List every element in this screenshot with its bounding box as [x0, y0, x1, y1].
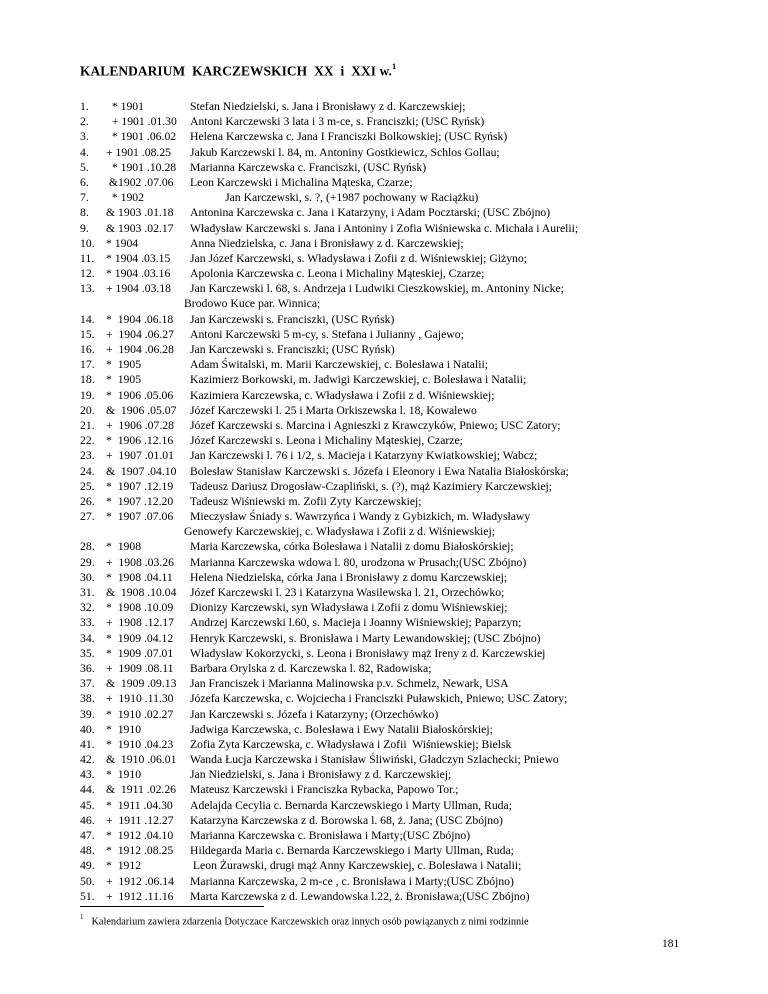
entry-text: Kazimierz Borkowski, m. Jadwigi Karczewskiej, c. Bolesława i Natalii;	[190, 373, 527, 387]
entry-date: * 1905	[106, 373, 142, 387]
entry-text: Jan Józef Karczewski, s. Władysława i Zofii z d. Wiśniewskiej; Giżyno;	[190, 251, 527, 265]
entry-date: * 1911 .04.30	[106, 798, 173, 812]
entry-text: Adam Świtalski, m. Marii Karczewskiej, c. Bolesława i Natalii;	[190, 358, 488, 372]
entry-date: * 1910	[106, 722, 142, 736]
entry-date: + 1904 .03.18	[106, 282, 172, 296]
title-text: KALENDARIUM KARCZEWSKICH XX i XXI w.	[80, 63, 393, 79]
calendar-entry	[80, 388, 720, 403]
calendar-entry	[80, 782, 720, 797]
entry-text: Antoni Karczewski 3 lata i 3 m-ce, s. Franciszki; (USC Ryńsk)	[190, 115, 485, 129]
calendar-entry	[80, 585, 720, 600]
entry-number: 23.	[80, 449, 95, 463]
calendar-entry	[80, 555, 720, 570]
calendar-entry	[80, 874, 720, 889]
entry-text: Marianna Karczewska, 2 m-ce , c. Bronisława i Marty;(USC Zbójno)	[190, 874, 514, 888]
entry-number: 44.	[80, 783, 95, 797]
entry-date: & 1906 .05.07	[106, 403, 177, 417]
entry-text: Władysław Kokorzycki, s. Leona i Bronisławy mąż Ireny z d. Karczewskiej	[190, 646, 546, 660]
entry-text: Józefa Karczewska, c. Wojciecha i Franciszki Puławskich, Pniewo; USC Zatory;	[190, 692, 568, 706]
entry-text: Mieczysław Śniady s. Wawrzyńca i Wandy z Gybizkich, m. Władysławy	[190, 510, 531, 524]
entry-date: & 1910 .06.01	[106, 753, 177, 767]
entry-number: 8.	[80, 206, 89, 220]
entry-date: &1902 .07.06	[106, 175, 174, 189]
entry-number: 30.	[80, 570, 95, 584]
entry-text: Apolonia Karczewska c. Leona i Michaliny Mąteskiej, Czarze;	[190, 267, 485, 281]
entry-date: + 1904 .06.28	[106, 343, 174, 356]
entry-text: Józef Karczewski l. 23 i Katarzyna Wasilewska l. 21, Orzechówko;	[190, 586, 505, 599]
entry-date: * 1910 .02.27	[106, 707, 174, 721]
entry-number: 41.	[80, 737, 95, 751]
entry-number: 16.	[80, 343, 95, 356]
footnote-divider	[80, 906, 264, 907]
entry-text: Andrzej Karczewski l.60, s. Macieja i Joanny Wiśniewskiej; Paparzyn;	[190, 616, 522, 630]
entry-text: Barbara Orylska z d. Karczewska l. 82, Radowiska;	[190, 661, 432, 675]
entry-date: * 1904 .03.16	[106, 267, 171, 281]
entry-date: + 1908 .03.26	[106, 555, 174, 569]
entry-text: Genowefy Karczewskiej, c. Władysława i Zofii z d. Wiśniewskiej;	[184, 525, 495, 539]
entry-number: 43.	[80, 768, 95, 782]
entry-number: 21.	[80, 418, 95, 432]
entry-date: + 1912 .06.14	[106, 874, 174, 888]
calendar-entry	[80, 722, 720, 737]
entry-date: + 1912 .11.16	[106, 889, 174, 903]
calendar-entry	[80, 160, 720, 175]
entry-date: * 1906 .12.16	[106, 434, 174, 448]
entry-text: Adelajda Cecylia c. Bernarda Karczewskiego i Marty Ullman, Ruda;	[190, 798, 512, 812]
calendar-entry	[80, 646, 720, 661]
entry-number: 39.	[80, 707, 95, 721]
page-title	[80, 62, 396, 79]
entry-date: + 1909 .08.11	[106, 661, 174, 675]
entry-text: Tadeusz Wiśniewski m. Zofii Zyty Karczewskiej;	[190, 494, 422, 508]
entry-text: Helena Niedzielska, córka Jana i Bronisławy z domu Karczewskiej;	[190, 570, 508, 584]
calendar-entry	[80, 190, 720, 205]
entry-date: + 1908 .12.17	[106, 616, 174, 630]
entry-text: Jan Karczewski s. Franciszki, (USC Ryńsk)	[190, 312, 395, 326]
calendar-entry	[80, 479, 720, 494]
entry-text: Kazimiera Karczewska, c. Władysława i Zofii z d. Wiśniewskiej;	[190, 388, 495, 402]
entry-date: + 1904 .06.27	[106, 327, 174, 341]
entry-text: Jan Karczewski l. 76 i 1/2, s. Macieja i Katarzyny Kwiatkowskiej; Wabcz;	[190, 449, 538, 463]
entry-date: & 1907 .04.10	[106, 464, 177, 478]
entry-date: * 1906 .05.06	[106, 388, 174, 402]
entry-text: Marianna Karczewska c. Franciszki, (USC Ryńsk)	[190, 160, 427, 174]
entry-text: Anna Niedzielska, c. Jana i Bronisławy z d. Karczewskiej;	[190, 236, 464, 250]
entry-text: Jadwiga Karczewska, c. Bolesława i Ewy Natalii Białoskórskiej;	[190, 722, 493, 736]
entry-number: 37.	[80, 677, 95, 691]
entry-number: 34.	[80, 631, 95, 645]
entry-date: * 1912 .08.25	[106, 844, 174, 858]
entry-number: 10.	[80, 236, 95, 250]
entry-number: 36.	[80, 661, 95, 675]
entry-date: & 1908 .10.04	[106, 586, 177, 599]
calendar-entry	[80, 281, 720, 296]
calendar-entry	[80, 175, 720, 190]
entry-date: * 1909 .04.12	[106, 631, 174, 645]
entry-date: * 1908 .10.09	[106, 601, 174, 615]
entry-number: 14.	[80, 312, 95, 326]
entry-number: 7.	[80, 191, 89, 205]
entry-date: * 1908 .04.11	[106, 570, 173, 584]
entry-text: Zofia Zyta Karczewska, c. Władysława i Zofii Wiśniewskiej; Bielsk	[190, 737, 512, 751]
entry-text: Jakub Karczewski l. 84, m. Antoniny Gostkiewicz, Schlos Gollau;	[190, 145, 500, 159]
calendar-entry	[80, 129, 720, 144]
entry-number: 11.	[80, 251, 95, 265]
entry-number: 17.	[80, 358, 95, 372]
entry-date: + 1910 .11.30	[106, 692, 174, 706]
entry-number: 51.	[80, 889, 95, 903]
calendar-entry	[80, 631, 720, 646]
calendar-entry	[80, 539, 720, 554]
entry-number: 24.	[80, 464, 95, 478]
entry-date: * 1904 .06.18	[106, 312, 174, 326]
entry-number: 38.	[80, 692, 95, 706]
calendar-entry	[80, 813, 720, 828]
entry-text: Józef Karczewski s. Marcina i Agnieszki z Krawczyków, Pniewo; USC Zatory;	[190, 418, 561, 432]
footnote-text: Kalendarium zawiera zdarzenia Dotyczace Karczewskich oraz innych osób powiązanych z nimi rodzinnie	[91, 916, 529, 928]
calendar-entry	[80, 494, 720, 509]
entry-text: Jan Karczewski, s. ?, (+1987 pochowany w Raciążku)	[190, 191, 479, 205]
calendar-entry	[80, 707, 720, 722]
entry-number: 18.	[80, 373, 95, 387]
entry-text: Jan Karczewski s. Józefa i Katarzyny; (Orzechówko)	[190, 707, 439, 721]
calendar-entry	[80, 205, 720, 220]
entry-text: Katarzyna Karczewska z d. Borowska l. 68, ż. Jana; (USC Zbójno)	[190, 813, 503, 827]
entry-number: 49.	[80, 859, 95, 873]
entry-date: * 1912 .04.10	[106, 829, 174, 842]
entry-text: Wanda Łucja Karczewska i Stanisław Śliwiński, Gładczyn Szlachecki; Pniewo	[190, 753, 559, 767]
title-footnote-mark: 1	[392, 61, 397, 71]
calendar-entry	[80, 372, 720, 387]
calendar-entry	[80, 236, 720, 251]
entry-date: + 1906 .07.28	[106, 418, 174, 432]
calendar-entry	[80, 889, 720, 904]
entry-date: + 1901 .01.30	[106, 115, 177, 129]
calendar-entry	[80, 327, 720, 342]
entry-text: Maria Karczewska, córka Bolesława i Natalii z domu Białoskórskiej;	[190, 540, 514, 554]
calendar-entry	[80, 448, 720, 463]
calendar-entry	[80, 296, 720, 311]
calendar-entry	[80, 752, 720, 767]
entry-number: 4.	[80, 145, 89, 159]
entry-text: Henryk Karczewski, s. Bronisława i Marty Lewandowskiej; (USC Zbójno)	[190, 631, 541, 645]
entry-date: * 1904 .03.15	[106, 251, 171, 265]
entry-text: Antoni Karczewski 5 m-cy, s. Stefana i Julianny , Gajewo;	[190, 327, 464, 341]
calendar-entry	[80, 464, 720, 479]
entry-text: Józef Karczewski l. 25 i Marta Orkiszewska l. 18, Kowalewo	[190, 403, 477, 417]
entry-text: Marianna Karczewska wdowa l. 80, urodzona w Prusach;(USC Zbójno)	[190, 555, 527, 569]
entry-number: 50.	[80, 874, 95, 888]
entry-date: & 1909 .09.13	[106, 677, 177, 691]
entry-number: 35.	[80, 646, 95, 660]
entry-text: Jan Karczewski l. 68, s. Andrzeja i Ludwiki Cieszkowskiej, m. Antoniny Nicke;	[190, 282, 564, 296]
entry-date: * 1902	[106, 191, 144, 205]
entry-number: 9.	[80, 221, 89, 235]
entry-number: 2.	[80, 115, 89, 129]
entry-text: Bolesław Stanisław Karczewski s. Józefa i Eleonory i Ewa Natalia Białoskórska;	[190, 464, 569, 478]
calendar-entry	[80, 221, 720, 236]
entry-number: 5.	[80, 160, 89, 174]
entry-number: 42.	[80, 753, 95, 767]
entry-number: 6.	[80, 175, 89, 189]
calendar-entry	[80, 858, 720, 873]
calendar-entry	[80, 433, 720, 448]
calendar-entry	[80, 418, 720, 433]
entry-date: * 1910	[106, 768, 142, 782]
entry-number: 47.	[80, 829, 95, 842]
entry-text: Brodowo Kuce par. Winnica;	[184, 297, 321, 311]
entry-number: 45.	[80, 798, 95, 812]
entry-date: * 1908	[106, 540, 142, 554]
calendar-entry	[80, 357, 720, 372]
entry-date: & 1903 .02.17	[106, 221, 174, 235]
entry-date: + 1911 .12.27	[106, 813, 174, 827]
entry-text: Stefan Niedzielski, s. Jana i Bronisławy z d. Karczewskiej;	[190, 100, 466, 113]
entry-number: 46.	[80, 813, 95, 827]
calendar-entry	[80, 767, 720, 782]
calendar-entry	[80, 251, 720, 266]
entry-date: * 1907 .12.19	[106, 479, 174, 493]
entry-date: & 1903 .01.18	[106, 206, 174, 220]
entry-date: * 1907 .12.20	[106, 494, 174, 508]
footnote-mark: 1	[80, 913, 84, 921]
page-number: 181	[662, 938, 680, 950]
calendar-entry	[80, 266, 720, 281]
entry-date: * 1910 .04.23	[106, 737, 174, 751]
calendar-entry	[80, 615, 720, 630]
entry-text: Józef Karczewski s. Leona i Michaliny Mąteskiej, Czarze;	[190, 434, 463, 448]
entry-number: 15.	[80, 327, 95, 341]
entry-date: * 1912	[106, 859, 142, 873]
entry-date: * 1907 .07.06	[106, 510, 174, 524]
calendar-entry	[80, 145, 720, 160]
entry-date: * 1901 .10.28	[106, 160, 177, 174]
entry-text: Tadeusz Dariusz Drogosław-Czapliński, s. (?), mąż Kazimiery Karczewskiej;	[190, 479, 553, 493]
entry-date: * 1905	[106, 358, 142, 372]
entry-text: Władysław Karczewski s. Jana i Antoniny i Zofia Wiśniewska c. Michała i Aurelii;	[190, 221, 579, 235]
entry-text: Jan Karczewski s. Franciszki; (USC Ryńsk)	[190, 343, 395, 356]
entry-text: Helena Karczewska c. Jana I Franciszki Bolkowskiej; (USC Ryńsk)	[190, 130, 508, 144]
calendar-entry	[80, 524, 720, 539]
entry-number: 3.	[80, 130, 89, 144]
calendar-entry	[80, 600, 720, 615]
entry-text: Marta Karczewska z d. Lewandowska l.22, ż. Bronisława;(USC Zbójno)	[190, 889, 530, 903]
entry-date: * 1901 .06.02	[106, 130, 177, 144]
entry-date: * 1901	[106, 100, 144, 113]
entry-number: 33.	[80, 616, 95, 630]
entry-text: Antonina Karczewska c. Jana i Katarzyny, i Adam Pocztarski; (USC Zbójno)	[190, 206, 551, 220]
calendar-entry	[80, 509, 720, 524]
entry-number: 13.	[80, 282, 95, 296]
entry-number: 27.	[80, 510, 95, 524]
calendar-entry	[80, 403, 720, 418]
entry-number: 40.	[80, 722, 95, 736]
entry-number: 29.	[80, 555, 95, 569]
entry-number: 22.	[80, 434, 95, 448]
entry-text: Marianna Karczewska c. Bronisława i Marty;(USC Zbójno)	[190, 829, 471, 842]
calendar-entries-list	[80, 99, 720, 904]
entry-number: 48.	[80, 844, 95, 858]
entry-date: + 1907 .01.01	[106, 449, 174, 463]
calendar-entry	[80, 676, 720, 691]
entry-number: 28.	[80, 540, 95, 554]
calendar-entry	[80, 737, 720, 752]
calendar-entry	[80, 828, 720, 843]
calendar-entry	[80, 798, 720, 813]
calendar-entry	[80, 570, 720, 585]
calendar-entry	[80, 661, 720, 676]
entry-number: 31.	[80, 586, 95, 599]
entry-number: 25.	[80, 479, 95, 493]
entry-date: * 1904	[106, 236, 139, 250]
entry-text: Jan Niedzielski, s. Jana i Bronisławy z d. Karczewskiej;	[190, 768, 452, 782]
entry-text: Leon Żurawski, drugi mąż Anny Karczewskiej, c. Bolesława i Natalii;	[190, 859, 522, 873]
entry-text: Leon Karczewski i Michalina Mąteska, Czarze;	[190, 175, 413, 189]
entry-number: 19.	[80, 388, 95, 402]
footnote	[80, 914, 529, 927]
entry-number: 32.	[80, 601, 95, 615]
entry-text: Hildegarda Maria c. Bernarda Karczewskiego i Marty Ullman, Ruda;	[190, 844, 514, 858]
entry-date: + 1901 .08.25	[106, 145, 172, 159]
calendar-entry	[80, 342, 720, 357]
entry-number: 26.	[80, 494, 95, 508]
entry-text: Jan Franciszek i Marianna Malinowska p.v. Schmelz, Newark, USA	[190, 677, 509, 691]
entry-date: & 1911 .02.26	[106, 783, 177, 797]
calendar-entry	[80, 99, 720, 114]
entry-number: 12.	[80, 267, 95, 281]
calendar-entry	[80, 114, 720, 129]
entry-text: Mateusz Karczewski i Franciszka Rybacka, Papowo Tor.;	[190, 783, 459, 797]
entry-number: 20.	[80, 403, 95, 417]
entry-text: Dionizy Karczewski, syn Władysława i Zofii z domu Wiśniewskiej;	[190, 601, 508, 615]
calendar-entry	[80, 691, 720, 706]
entry-number: 1.	[80, 100, 89, 113]
entry-date: * 1909 .07.01	[106, 646, 174, 660]
calendar-entry	[80, 312, 720, 327]
calendar-entry	[80, 843, 720, 858]
